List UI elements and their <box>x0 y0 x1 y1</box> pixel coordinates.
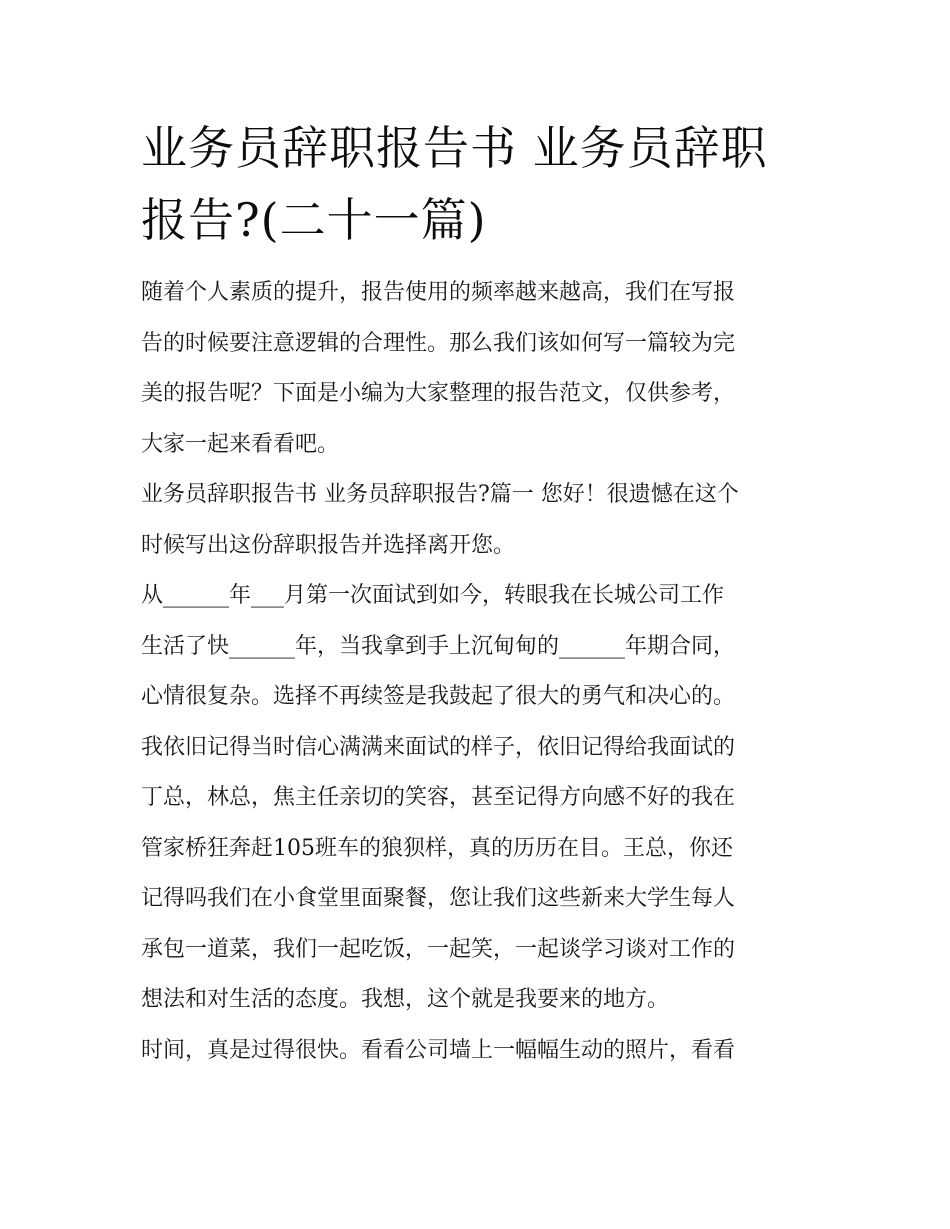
text-line: 记得吗我们在小食堂里面聚餐，您让我们这些新来大学生每人 <box>141 886 736 911</box>
text-line: 丁总，林总，焦主任亲切的笑容，甚至记得方向感不好的我在 <box>141 785 736 810</box>
title-line: 报告?(二十一篇) <box>141 193 487 247</box>
paragraph-section-one-heading <box>141 470 813 571</box>
text-line: 大家一起来看看吧。 <box>141 431 340 457</box>
text-line: 告的时候要注意逻辑的合理性。那么我们该如何写一篇较为完 <box>141 330 736 356</box>
document-title <box>141 112 813 256</box>
text-line: 管家桥狂奔赶105班车的狼狈样，真的历历在目。王总，你还 <box>141 835 733 861</box>
text-line: 从______年___月第一次面试到如今，转眼我在长城公司工作 <box>141 583 725 608</box>
text-line: 业务员辞职报告书 业务员辞职报告?篇一 您好！很遗憾在这个 <box>141 482 739 507</box>
paragraph-intro <box>141 268 813 470</box>
text-line: 时候写出这份辞职报告并选择离开您。 <box>141 532 516 558</box>
text-line: 承包一道菜，我们一起吃饭，一起笑，一起谈学习谈对工作的 <box>141 936 736 962</box>
text-line: 美的报告呢？下面是小编为大家整理的报告范文，仅供参考， <box>141 381 736 406</box>
text-line: 我依旧记得当时信心满满来面试的样子，依旧记得给我面试的 <box>141 734 736 760</box>
document-content <box>141 112 813 1076</box>
document-body <box>141 268 813 1076</box>
text-line: 想法和对生活的态度。我想，这个就是我要来的地方。 <box>141 987 670 1012</box>
text-line: 心情很复杂。选择不再续签是我鼓起了很大的勇气和决心的。 <box>141 684 736 709</box>
paragraph-time <box>141 1026 813 1077</box>
text-line: 时间，真是过得很快。看看公司墙上一幅幅生动的照片，看看 <box>141 1037 736 1063</box>
text-line: 随着个人素质的提升，报告使用的频率越来越高，我们在写报 <box>141 280 736 305</box>
title-line: 业务员辞职报告书 业务员辞职 <box>141 121 768 175</box>
paragraph-memories <box>141 571 813 1026</box>
text-line: 生活了快______年，当我拿到手上沉甸甸的______年期合同， <box>141 633 736 659</box>
